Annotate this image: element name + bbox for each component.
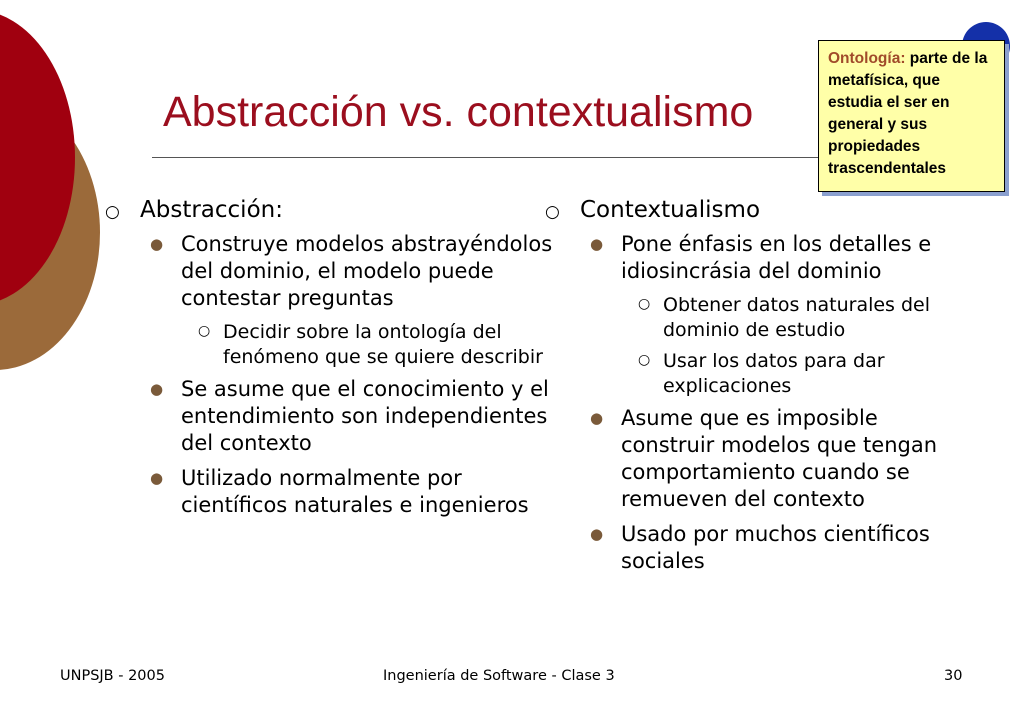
list-item-text: Se asume que el conocimiento y el entendimiento son independientes del contexto xyxy=(181,377,549,455)
list-item xyxy=(540,521,940,575)
list-item xyxy=(540,405,940,513)
hollow-bullet-icon: ○ xyxy=(105,202,120,222)
sub-list-item-text: Decidir sobre la ontología del fenómeno que se quiere describir xyxy=(223,321,543,368)
list-item xyxy=(100,376,562,457)
hollow-bullet-icon: ○ xyxy=(198,323,211,339)
list-item xyxy=(540,231,940,285)
callout-definition: parte de la metafísica, que estudia el ser en general y sus propiedades trascendentales xyxy=(828,50,988,177)
sub-list-item xyxy=(100,320,562,369)
page-number: 30 xyxy=(944,668,963,684)
dot-bullet-icon: ● xyxy=(590,409,604,427)
dot-bullet-icon: ● xyxy=(590,235,604,253)
sub-list-item-text: Usar los datos para dar explicaciones xyxy=(663,350,885,397)
dot-bullet-icon: ● xyxy=(150,235,164,253)
left-column xyxy=(100,197,562,527)
list-item-text: Usado por muchos científicos sociales xyxy=(621,522,930,573)
list-item-text: Asume que es imposible construir modelos que tengan comportamiento cuando se remueven del contexto xyxy=(621,406,938,511)
dot-bullet-icon: ● xyxy=(590,525,604,543)
right-heading xyxy=(540,197,940,224)
dot-bullet-icon: ● xyxy=(150,380,164,398)
sub-list-item xyxy=(540,349,940,398)
callout-term: Ontología: xyxy=(828,50,906,67)
list-item-text: Pone énfasis en los detalles e idiosincrásia del dominio xyxy=(621,232,932,283)
footer-center: Ingeniería de Software - Clase 3 xyxy=(383,668,615,684)
right-heading-text: Contextualismo xyxy=(580,197,761,223)
left-heading xyxy=(100,197,562,224)
footer-left: UNPSJB - 2005 xyxy=(60,668,165,684)
dot-bullet-icon: ● xyxy=(150,469,164,487)
ontology-callout xyxy=(818,40,1005,192)
list-item-text: Utilizado normalmente por científicos naturales e ingenieros xyxy=(181,466,529,517)
sub-list-item-text: Obtener datos naturales del dominio de estudio xyxy=(663,294,931,341)
left-heading-text: Abstracción: xyxy=(140,197,283,223)
list-item xyxy=(100,231,562,312)
sub-list-item xyxy=(540,293,940,342)
hollow-bullet-icon: ○ xyxy=(638,296,651,312)
list-item xyxy=(100,465,562,519)
hollow-bullet-icon: ○ xyxy=(638,352,651,368)
hollow-bullet-icon: ○ xyxy=(545,202,560,222)
title-divider xyxy=(152,157,822,158)
list-item-text: Construye modelos abstrayéndolos del dominio, el modelo puede contestar preguntas xyxy=(181,232,553,310)
slide-title: Abstracción vs. contextualismo xyxy=(163,88,754,136)
right-column xyxy=(540,197,940,583)
